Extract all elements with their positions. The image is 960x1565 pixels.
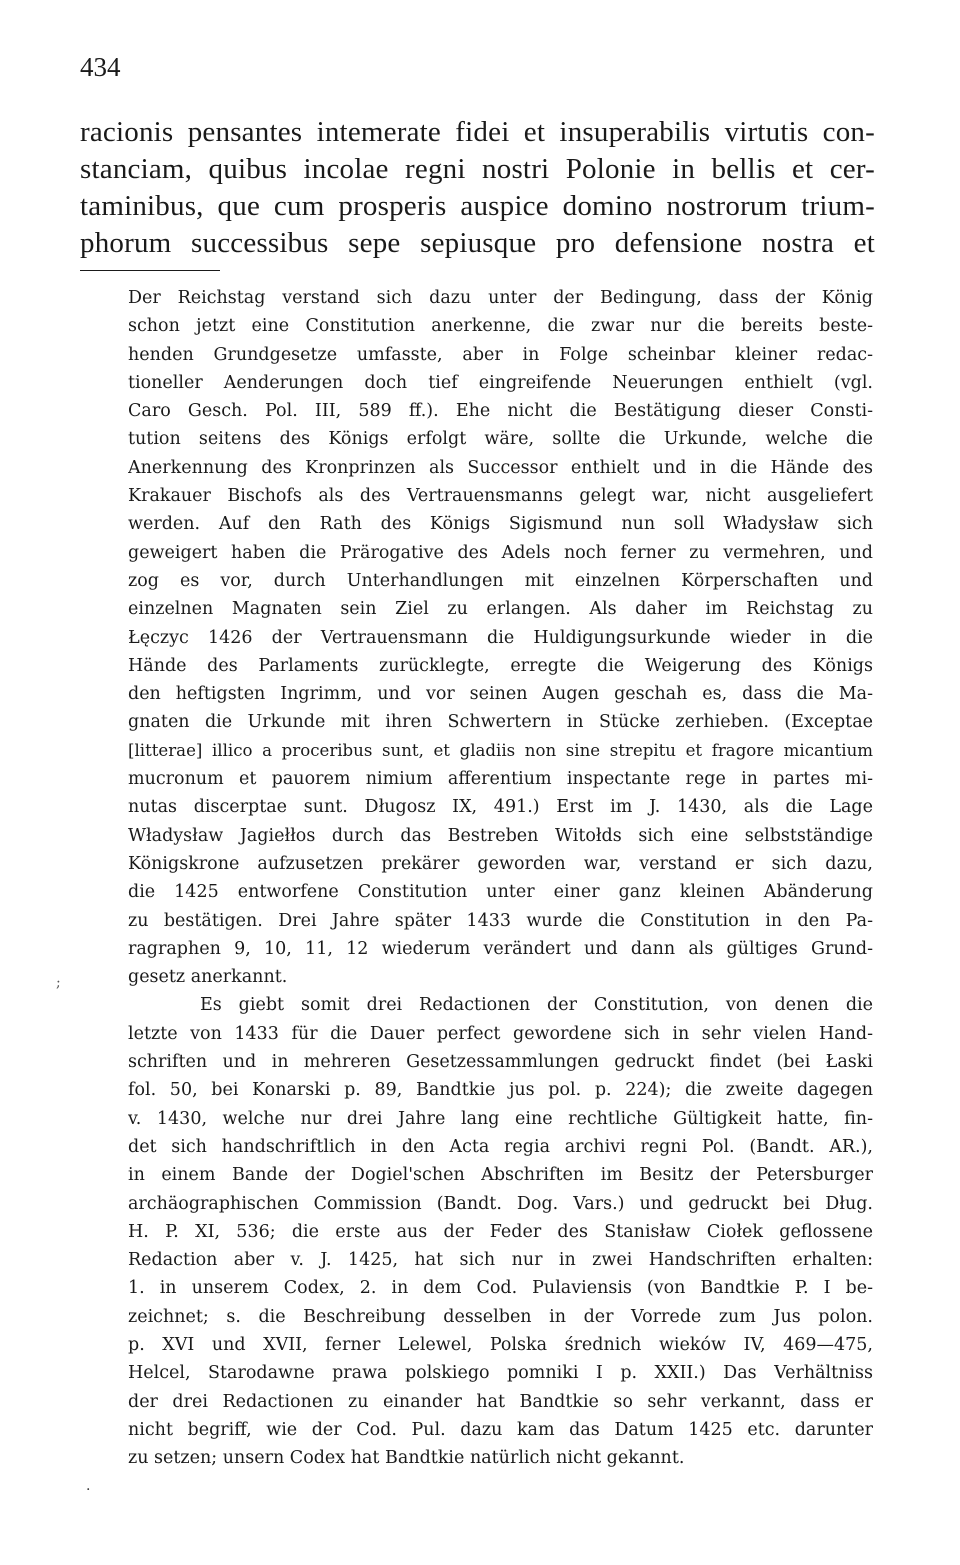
footnote-line: letzte von 1433 für die Dauer perfect gewordene sich in sehr vielen Hand- — [128, 1023, 873, 1044]
footnote-line: Władysław Jagiełłos durch das Bestreben Witołds sich eine selbstständige — [128, 825, 873, 846]
footnote-separator-rule — [80, 270, 220, 271]
footnote-line: v. 1430, welche nur drei Jahre lang eine rechtliche Gültigkeit hatte, fin- — [128, 1108, 873, 1129]
footnote-line: archäographischen Commission (Bandt. Dog. Vars.) und gedruckt bei Dług. — [128, 1193, 873, 1214]
footnote-line: der drei Redactionen zu einander hat Bandtkie so sehr verkannt, dass er — [128, 1391, 873, 1412]
footnote-line: Łęczyc 1426 der Vertrauensmann die Huldigungsurkunde wieder in die — [128, 627, 873, 648]
footnote-line: Anerkennung des Kronprinzen als Successor enthielt und in die Hände des — [128, 457, 873, 478]
main-text-block — [80, 114, 875, 262]
footnote-line: tution seitens des Königs erfolgt wäre, sollte die Urkunde, welche die — [128, 429, 873, 450]
footnote-line: gnaten die Urkunde mit ihren Schwertern in Stücke zerhieben. (Exceptae — [128, 712, 873, 733]
footnote-line: geweigert haben die Prärogative des Adels noch ferner zu vermehren, und — [128, 542, 873, 563]
main-text-line: taminibus, que cum prosperis auspice domino nostrorum trium- — [80, 190, 875, 222]
footnote-line: einzelnen Magnaten sein Ziel zu erlangen. Als daher im Reichstag zu — [128, 599, 873, 620]
footnote-line: nicht begriff, wie der Cod. Pul. dazu kam das Datum 1425 etc. darunter — [128, 1419, 873, 1440]
footnote-line: Der Reichstag verstand sich dazu unter der Bedingung, dass der König — [128, 288, 873, 308]
footnote-line: H. P. XI, 536; die erste aus der Feder des Stanisław Ciołek geflossene — [128, 1221, 873, 1242]
footnote-line: [litterae] illico a proceribus sunt, et gladiis non sine strepitu et fragore micantium — [128, 740, 873, 760]
footnote-line: zu setzen; unsern Codex hat Bandtkie natürlich nicht gekannt. — [128, 1448, 685, 1469]
footnote-line: schriften und in mehreren Gesetzessammlungen gedruckt findet (bei Łaski — [128, 1052, 873, 1073]
main-text-line: racionis pensantes intemerate fidei et insuperabilis virtutis con- — [80, 116, 875, 148]
footnote-line: zu bestätigen. Drei Jahre später 1433 wurde die Constitution in den Pa- — [128, 910, 873, 931]
footnote-line: ragraphen 9, 10, 11, 12 wiederum verändert und dann als gültiges Grund- — [128, 938, 873, 959]
footnote-line: Redaction aber v. J. 1425, hat sich nur in zwei Handschriften erhalten: — [128, 1250, 873, 1271]
footnote-line: den heftigsten Ingrimm, und vor seinen Augen geschah es, dass die Ma- — [128, 684, 873, 705]
main-text-line: phorum successibus sepe sepiusque pro defensione nostra et — [80, 227, 875, 259]
footnote-line: Krakauer Bischofs als des Vertrauensmanns gelegt war, nicht ausgeliefert — [128, 486, 873, 507]
footnote-line: nutas discerptae sunt. Długosz IX, 491.) Erst im J. 1430, als die Lage — [128, 797, 873, 818]
margin-mark: ; — [56, 975, 61, 991]
margin-dot: . — [86, 1478, 91, 1494]
footnote-line: zog es vor, durch Unterhandlungen mit einzelnen Körperschaften und — [128, 570, 873, 591]
footnote-line: henden Grundgesetze umfasste, aber in Folge scheinbar kleiner redac- — [128, 344, 873, 365]
footnote-line: Königskrone aufzusetzen prekärer geworden war, verstand er sich dazu, — [128, 853, 873, 874]
footnote-line: schon jetzt eine Constitution anerkenne, die zwar nur die bereits beste- — [128, 316, 873, 337]
footnote-line: in einem Bande der Dogiel'schen Abschriften im Besitz der Petersburger — [128, 1165, 873, 1186]
footnote-line: gesetz anerkannt. — [128, 967, 288, 988]
footnote-line: die 1425 entworfene Constitution unter einer ganz kleinen Abänderung — [128, 882, 873, 903]
footnote-line: mucronum et pauorem nimium afferentium inspectante rege in partes mi- — [128, 769, 873, 790]
footnote-line: Hände des Parlaments zurücklegte, erregte die Weigerung des Königs — [128, 655, 873, 676]
main-text-line: stanciam, quibus incolae regni nostri Polonie in bellis et cer- — [80, 153, 875, 185]
footnote-line: Caro Gesch. Pol. III, 589 ff.). Ehe nicht die Bestätigung dieser Consti- — [128, 401, 873, 422]
footnote-line: fol. 50, bei Konarski p. 89, Bandtkie jus pol. p. 224); die zweite dagegen — [128, 1080, 873, 1101]
footnote-block — [128, 284, 873, 1472]
footnote-line: werden. Auf den Rath des Königs Sigismund nun soll Władysław sich — [128, 514, 873, 535]
footnote-line: tioneller Aenderungen doch tief eingreifende Neuerungen enthielt (vgl. — [128, 372, 873, 393]
footnote-line: det sich handschriftlich in den Acta regia archivi regni Pol. (Bandt. AR.), — [128, 1136, 873, 1157]
footnote-line: Helcel, Starodawne prawa polskiego pomniki I p. XXII.) Das Verhältniss — [128, 1363, 873, 1384]
footnote-line: zeichnet; s. die Beschreibung desselben in der Vorrede zum Jus polon. — [128, 1306, 873, 1327]
footnote-line: 1. in unserem Codex, 2. in dem Cod. Pulaviensis (von Bandtkie P. I be- — [128, 1278, 873, 1299]
page-number: 434 — [80, 52, 121, 82]
footnote-line: p. XVI und XVII, ferner Lelewel, Polska średnich wieków IV, 469—475, — [128, 1334, 873, 1355]
footnote-line: Es giebt somit drei Redactionen der Constitution, von denen die — [200, 995, 873, 1016]
